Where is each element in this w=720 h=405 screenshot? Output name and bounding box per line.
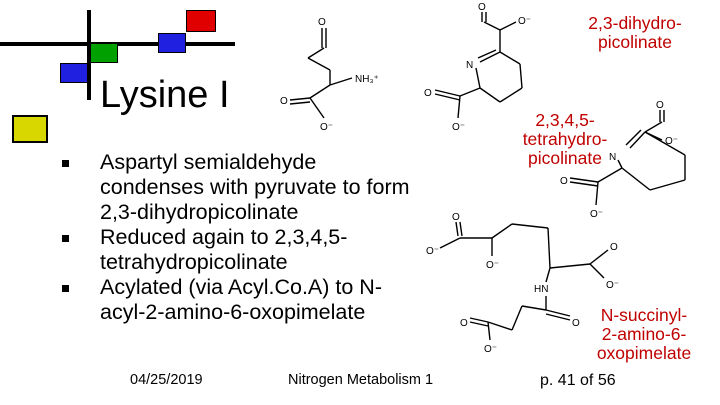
slide-title: Lysine I [100,74,230,116]
atom-label: O⁻ [320,122,334,133]
atom-label: O⁻ [665,136,679,147]
label-line: picolinate [598,32,672,52]
footer-title: Nitrogen Metabolism 1 [288,372,434,388]
label-line: 2,3,4,5- [535,110,595,130]
atom-label: O [424,88,432,99]
atom-label: O [656,100,664,111]
dihydropicolinate-structure [435,12,522,118]
atom-label: O [460,318,468,329]
label-line: 2-amino-6- [601,324,687,344]
footer-date: 04/25/2019 [130,372,203,388]
bullet-text: Acylated (via Acyl.Co.A) to N-acyl-2-amino-6-oxopimelate [100,275,382,324]
atom-label: O⁻ [426,246,440,257]
atom-label: O [572,318,580,329]
label-line: picolinate [528,148,602,168]
label-line: N-succinyl- [600,305,688,325]
aspartyl-semialdehyde-structure [290,28,352,118]
footer-page: p. 41 of 56 [540,372,616,389]
atom-label: HN [534,284,549,295]
atom-label: N [609,152,617,163]
atom-label: O⁻ [590,209,604,220]
atom-label: O [280,96,288,107]
atom-label: O [478,2,486,13]
atom-label: O [610,242,618,253]
atom-label: O⁻ [518,16,532,27]
atom-label: N [466,60,474,71]
atom-label: O [560,176,568,187]
bullet-text: Reduced again to 2,3,4,5-tetrahydropicolinate [100,225,348,274]
atom-label: O⁻ [452,122,466,133]
atom-label: O⁻ [486,260,500,271]
atom-label: O⁻ [484,344,498,355]
label-line: 2,3-dihydro- [588,13,682,33]
atom-label: NH₃⁺ [355,74,379,85]
atom-label: O⁻ [606,280,620,291]
label-line: tetrahydro- [522,129,608,149]
tetrahydropicolinate-structure [570,110,685,205]
bullet-text: Aspartyl semialdehyde condenses with pyruvate to form 2,3-dihydropicolinate [100,150,410,224]
label-line: oxopimelate [596,343,692,363]
atom-label: O [318,17,326,28]
atom-label: O [452,212,460,223]
